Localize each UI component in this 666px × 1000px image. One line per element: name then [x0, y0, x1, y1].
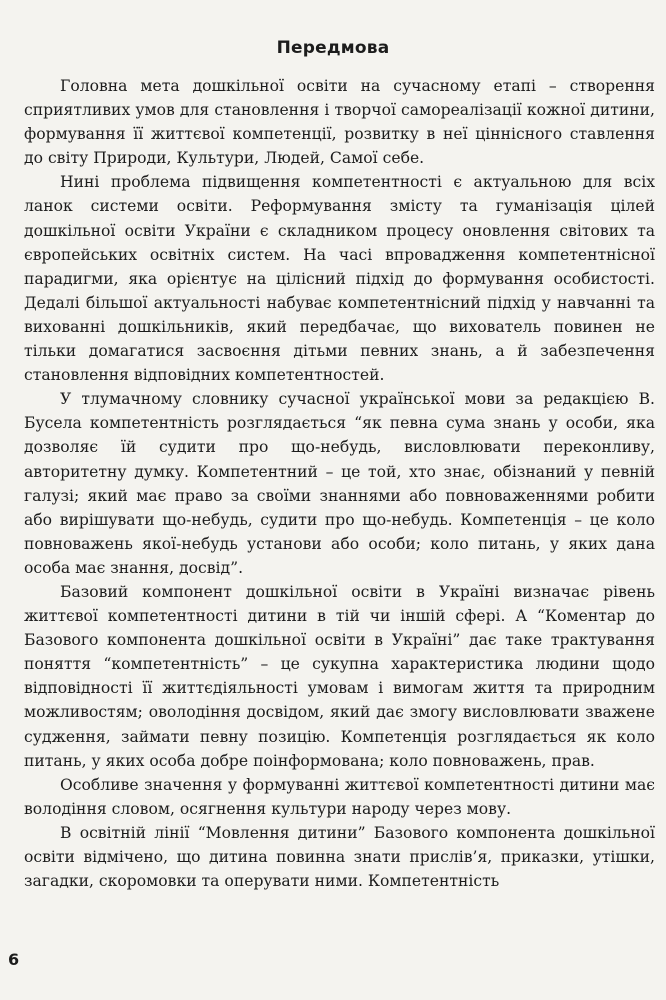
paragraph: Базовий компонент дошкільної освіти в Україні визначає рівень життєвої компетентності дитини в тій чи іншій сфері. А “Коментар до Базового компонента дошкільної освіти в Україні” дає таке трактування поняття “компетентність” – це сукупна характеристика людини щодо відповідності її життєдіяльності умовам і вимогам життя та природним можливостям; оволодіння досвідом, який дає змогу висловлювати зважене судження, займати певну позицію. Компетенція розглядається як коло питань, у яких особа добре поінформована; коло повноважень, прав. — [24, 582, 655, 770]
page-number: 6 — [8, 950, 20, 969]
page-title: Передмова — [276, 38, 390, 58]
body-text — [24, 74, 655, 893]
paragraph: В освітній лінії “Мовлення дитини” Базового компонента дошкільної освіти відмічено, що дитина повинна знати прислів’я, приказки, утішки, загадки, скоромовки та оперувати ними. Компетентність — [24, 823, 655, 891]
paragraph: Нині проблема підвищення компетентності є актуальною для всіх ланок системи освіти. Реформування змісту та гуманізація цілей дошкільної освіти України є складником процесу оновлення світових та європейських освітніх систем. На часі впровадження компетентнісної парадигми, яка орієнтує на цілісний підхід до формування особистості. Дедалі більшої актуальності набуває компетентнісний підхід у навчанні та вихованні дошкільників, який передбачає, що вихователь повинен не тільки домагатися засвоєння дітьми певних знань, а й забезпечення становлення відповідних компетентностей. — [24, 173, 655, 385]
paragraph: Особливе значення у формуванні життєвої компетентності дитини має володіння словом, осягнення культури народу через мову. — [24, 775, 655, 818]
paragraph: У тлумачному словнику сучасної української мови за редакцією В. Бусела компетентність розглядається “як певна сума знань у особи, яка дозволяє їй судити про що-небудь, висловлювати переконливу, авторитетну думку. Компетентний – це той, хто знає, обізнаний у певній галузі; який має право за своїми знаннями або повноваженнями робити або вирішувати що-небудь, судити про що-небудь. Компетенція – це коло повноважень якої-небудь установи або особи; коло питань, у яких дана особа має знання, досвід”. — [24, 390, 655, 577]
paragraph: Головна мета дошкільної освіти на сучасному етапі – створення сприятливих умов для становлення і творчої самореалізації кожної дитини, формування її життєвої компетенції, розвитку в неї ціннісного ставлення до світу Природи, Культури, Людей, Самої себе. — [24, 77, 655, 168]
